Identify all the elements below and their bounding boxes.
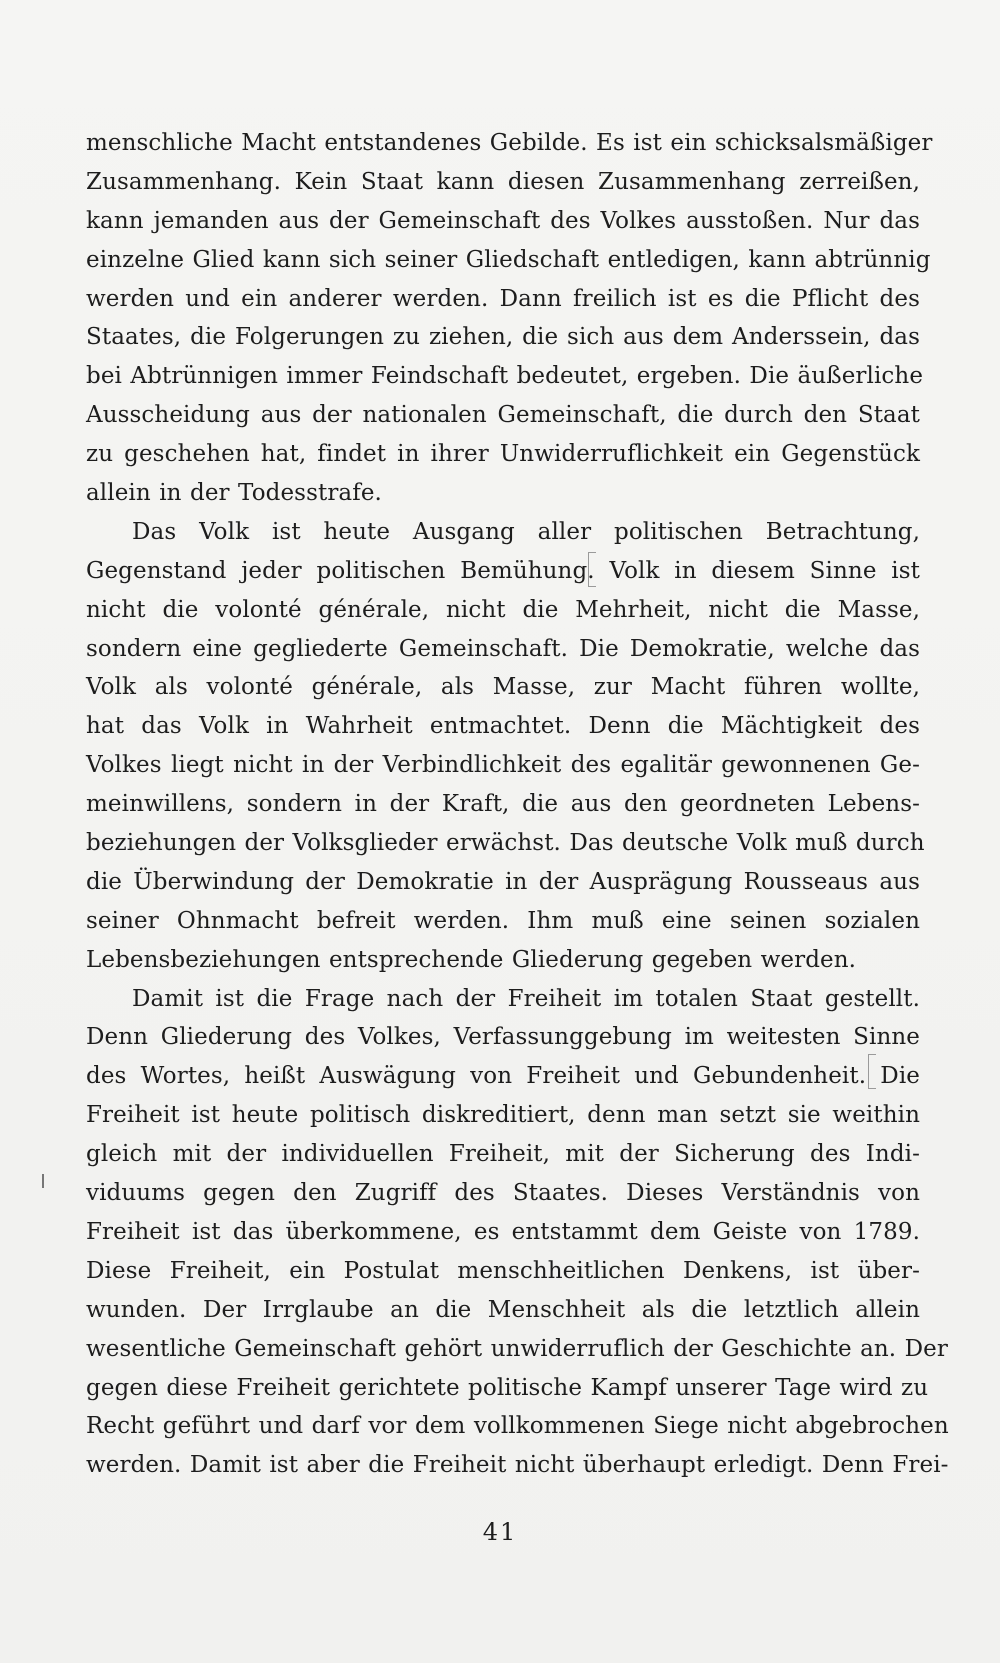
- text-line: werden. Damit ist aber die Freiheit nicht überhaupt erledigt. Denn Frei-: [86, 1452, 949, 1479]
- text-line: Denn Gliederung des Volkes, Verfassunggebung im weitesten Sinne: [86, 1024, 920, 1051]
- paragraph-first-line: Das Volk ist heute Ausgang aller politischen Betrachtung,: [132, 518, 920, 545]
- text-line: Lebensbeziehungen entsprechende Gliederung gegeben werden.: [86, 946, 857, 973]
- text-line: hat das Volk in Wahrheit entmachtet. Denn die Mächtigkeit des: [86, 713, 920, 740]
- text-line: zu geschehen hat, findet in ihrer Unwiderruflichkeit ein Gegenstück: [86, 441, 920, 468]
- body-text: [86, 124, 949, 1485]
- text-line: Volkes liegt nicht in der Verbindlichkeit des egalitär gewonnenen Ge-: [86, 752, 920, 779]
- pencil-bracket-mark: [588, 552, 596, 587]
- text-line: Freiheit ist heute politisch diskreditiert, denn man setzt sie weithin: [86, 1102, 920, 1129]
- margin-pencil-mark: [42, 1174, 44, 1188]
- text-line: wesentliche Gemeinschaft gehört unwiderruflich der Geschichte an. Der: [86, 1335, 948, 1362]
- text-line: wunden. Der Irrglaube an die Menschheit als die letztlich allein: [86, 1296, 920, 1323]
- text-line: sondern eine gegliederte Gemeinschaft. Die Demokratie, welche das: [86, 635, 920, 662]
- text-line: Zusammenhang. Kein Staat kann diesen Zusammenhang zerreißen,: [86, 168, 920, 195]
- text-line: Volk als volonté générale, als Masse, zur Macht führen wollte,: [86, 674, 920, 701]
- paragraph-first-line: Damit ist die Frage nach der Freiheit im totalen Staat gestellt.: [132, 985, 920, 1012]
- text-line: werden und ein anderer werden. Dann freilich ist es die Pflicht des: [86, 285, 920, 312]
- text-line: einzelne Glied kann sich seiner Gliedschaft entledigen, kann abtrünnig: [86, 246, 931, 273]
- page-number: 41: [482, 1518, 518, 1546]
- text-line: gegen diese Freiheit gerichtete politische Kampf unserer Tage wird zu: [86, 1374, 929, 1401]
- text-line: nicht die volonté générale, nicht die Mehrheit, nicht die Masse,: [86, 596, 920, 623]
- text-line: viduums gegen den Zugriff des Staates. Dieses Verständnis von: [86, 1180, 920, 1207]
- text-line: seiner Ohnmacht befreit werden. Ihm muß eine seinen sozialen: [86, 907, 920, 934]
- pencil-bracket-mark: [868, 1054, 876, 1089]
- text-line: Ausscheidung aus der nationalen Gemeinschaft, die durch den Staat: [86, 402, 920, 429]
- text-line: menschliche Macht entstandenes Gebilde. Es ist ein schicksalsmäßiger: [86, 130, 933, 156]
- text-line: allein in der Todesstrafe.: [86, 480, 382, 507]
- text-line: Recht geführt und darf vor dem vollkommenen Siege nicht abgebrochen: [86, 1413, 949, 1440]
- text-line: Staates, die Folgerungen zu ziehen, die sich aus dem Anderssein, das: [86, 324, 920, 351]
- text-line: gleich mit der individuellen Freiheit, mit der Sicherung des Indi-: [86, 1141, 920, 1168]
- text-line: bei Abtrünnigen immer Feindschaft bedeutet, ergeben. Die äußerliche: [86, 363, 924, 390]
- text-line: die Überwindung der Demokratie in der Ausprägung Rousseaus aus: [86, 868, 920, 895]
- text-line: meinwillens, sondern in der Kraft, die aus den geordneten Lebens-: [86, 791, 920, 818]
- text-line: Freiheit ist das überkommene, es entstammt dem Geiste von 1789.: [86, 1218, 920, 1245]
- text-line: Diese Freiheit, ein Postulat menschheitlichen Denkens, ist über-: [86, 1257, 920, 1284]
- text-line: kann jemanden aus der Gemeinschaft des Volkes ausstoßen. Nur das: [86, 207, 920, 234]
- text-line: des Wortes, heißt Auswägung von Freiheit und Gebundenheit. Die: [86, 1063, 920, 1090]
- text-line: beziehungen der Volksglieder erwächst. Das deutsche Volk muß durch: [86, 830, 925, 857]
- text-line: Gegenstand jeder politischen Bemühung. Volk in diesem Sinne ist: [86, 557, 920, 584]
